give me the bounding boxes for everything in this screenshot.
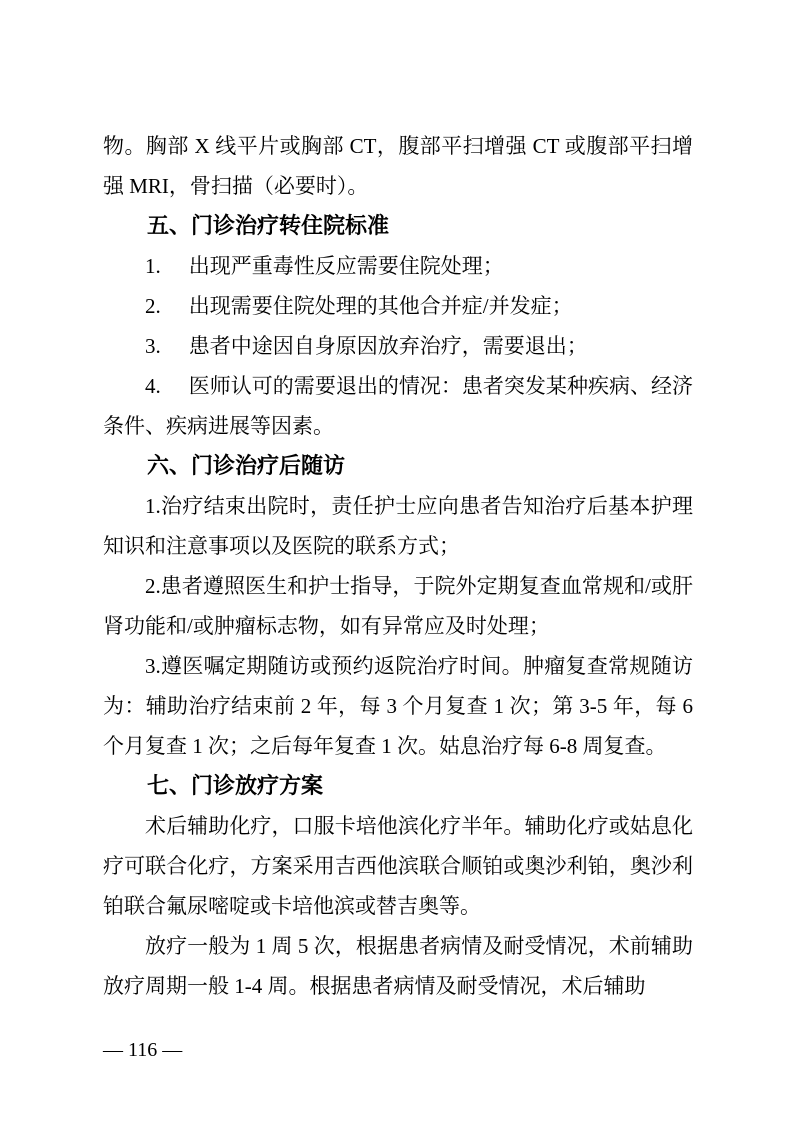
list-item-number: 4.	[145, 374, 161, 398]
page-number: — 116 —	[103, 1039, 183, 1061]
list-item-text: 医师认可的需要退出的情况：患者突发某种疾病、经济条件、疾病进展等因素。	[103, 374, 693, 438]
section-heading-7: 七、门诊放疗方案	[147, 773, 324, 798]
list-item-text: 出现严重毒性反应需要住院处理；	[188, 254, 504, 278]
list-item	[103, 246, 693, 286]
paragraph-followup-3: 3.遵医嘱定期随访或预约返院治疗时间。肿瘤复查常规随访为：辅助治疗结束前 2 年，每 3 个月复查 1 次；第 3-5 年，每 6 个月复查 1 次；之后每年复查 1 次。姑息治疗每 6-8 周复查。	[103, 654, 693, 758]
paragraph-imaging-continuation: 物。胸部 X 线平片或胸部 CT，腹部平扫增强 CT 或腹部平扫增强 MRI，骨扫描（必要时）。	[103, 134, 693, 198]
list-item-number: 3.	[145, 334, 161, 358]
document-content	[103, 126, 693, 1006]
paragraph-radiotherapy-2: 放疗一般为 1 周 5 次，根据患者病情及耐受情况，术前辅助放疗周期一般 1-4 周。根据患者病情及耐受情况，术后辅助	[103, 934, 693, 998]
paragraph-followup-2: 2.患者遵照医生和护士指导，于院外定期复查血常规和/或肝肾功能和/或肿瘤标志物，如有异常应及时处理；	[103, 574, 693, 638]
section-heading-6: 六、门诊治疗后随访	[147, 453, 346, 478]
list-item-text: 患者中途因自身原因放弃治疗，需要退出；	[188, 334, 588, 358]
list-item-text: 出现需要住院处理的其他合并症/并发症；	[188, 294, 573, 318]
paragraph-followup-1: 1.治疗结束出院时，责任护士应向患者告知治疗后基本护理知识和注意事项以及医院的联系方式；	[103, 494, 693, 558]
list-item-number: 1.	[145, 254, 161, 278]
list-item	[103, 326, 693, 366]
section-heading-5: 五、门诊治疗转住院标准	[147, 213, 390, 238]
list-item-number: 2.	[145, 294, 161, 318]
list-item	[103, 366, 693, 446]
paragraph-radiotherapy-1: 术后辅助化疗，口服卡培他滨化疗半年。辅助化疗或姑息化疗可联合化疗，方案采用吉西他滨联合顺铂或奥沙利铂，奥沙利铂联合氟尿嘧啶或卡培他滨或替吉奥等。	[103, 814, 693, 918]
list-item	[103, 286, 693, 326]
